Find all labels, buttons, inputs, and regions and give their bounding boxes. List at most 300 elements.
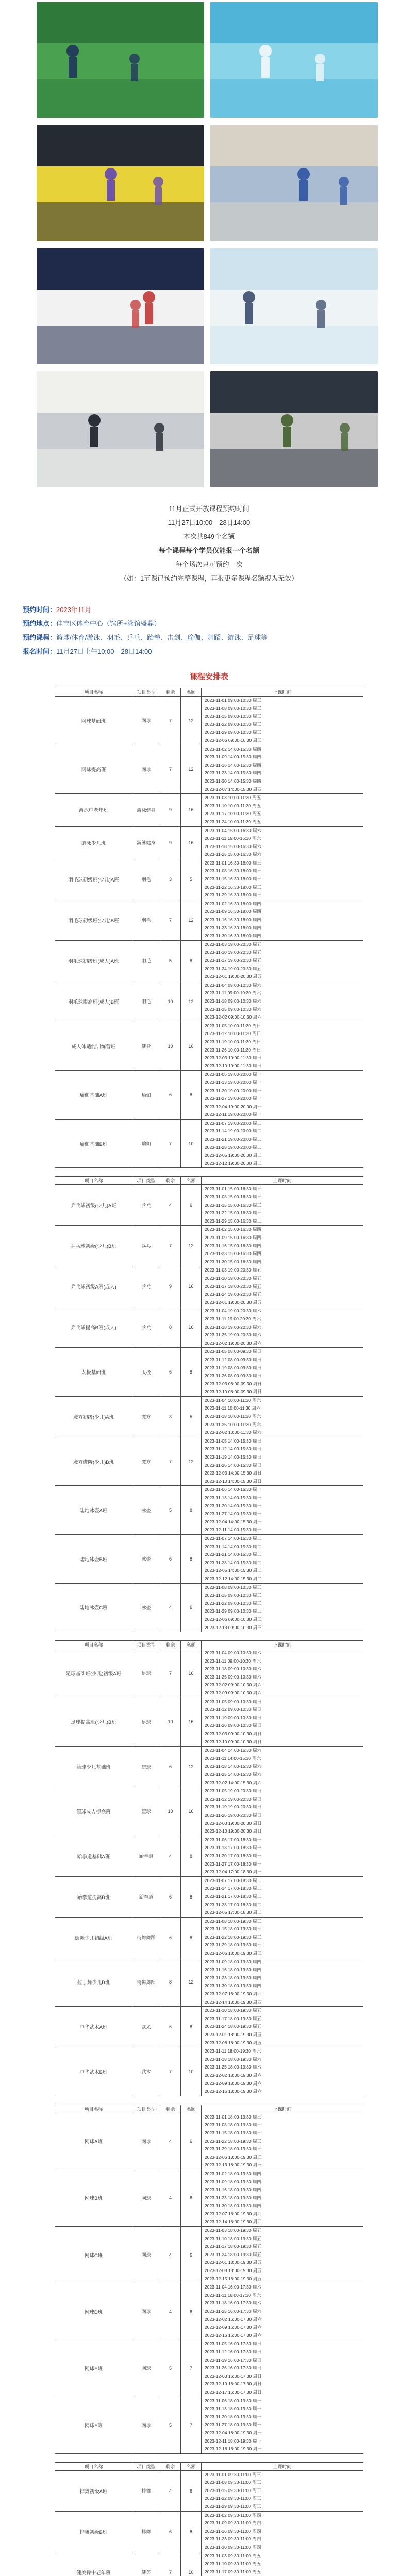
schedule-time-line: 2023-11-30 18:00-19:30 周四: [205, 1983, 261, 1989]
schedule-time-line: 2023-11-29 09:30-11:00 周三: [205, 2504, 261, 2510]
quota-cell: 8: [181, 1071, 202, 1120]
schedule-time-line: 2023-11-18 19:00-20:30 周六: [205, 1324, 261, 1330]
quota-cell: 12: [181, 697, 202, 745]
schedule-time-line: 2023-11-15 09:00-10:30 周三: [205, 714, 261, 719]
quota-cell: 16: [181, 1787, 202, 1836]
schedule-time-line: 2023-11-25 16:00-17:30 周六: [205, 2309, 261, 2314]
course-name-cell: 中华武术B班: [55, 2047, 132, 2096]
remaining-cell: 7: [160, 1226, 181, 1266]
table-header-row: [55, 2105, 363, 2113]
schedule-time-line: 2023-11-25 09:00-10:30 周六: [205, 1674, 261, 1680]
quota-cell: 10: [181, 2047, 202, 2096]
course-name-cell: 羽毛球提高班(成人)B班: [55, 981, 132, 1022]
schedule-time-line: 2023-12-03 08:00-09:30 周日: [205, 1381, 262, 1386]
intro-text: [0, 502, 418, 585]
remaining-cell: 6: [160, 1071, 181, 1120]
course-name-cell: 拉丁舞少儿B班: [55, 1958, 132, 2007]
table-row: [55, 1698, 363, 1747]
table-header-cell: 项目名称: [55, 688, 132, 697]
schedule-time-line: 2023-11-04 15:00-16:30 周六: [205, 827, 261, 833]
schedule-time-line: 2023-12-02 16:00-17:30 周六: [205, 2316, 262, 2322]
table-header-cell: 项目类型: [132, 688, 160, 697]
schedule-time-line: 2023-12-10 16:00-17:30 周日: [205, 2381, 262, 2387]
table-header-cell: 项目名称: [55, 1641, 132, 1649]
schedule-time-line: 2023-11-03 09:30-11:00 周五: [205, 2553, 261, 2558]
table-row: [55, 859, 363, 900]
course-type-cell: 跆拳道: [132, 1836, 160, 1876]
table-row: [55, 697, 363, 745]
course-type-cell: 冰壶: [132, 1534, 160, 1583]
schedule-time-line: 2023-12-10 08:00-09:30 周日: [205, 1389, 262, 1395]
course-name-cell: 瑜伽基础A班: [55, 1071, 132, 1120]
remaining-cell: 5: [160, 2397, 181, 2453]
intro-line-6: （如：1节课已预约完整课程，再报更多课程名额视为无效）: [120, 574, 298, 582]
schedule-time-line: 2023-11-22 16:30-18:00 周三: [205, 884, 261, 890]
course-name-cell: 足球提高班(少儿)B班: [55, 1698, 132, 1747]
schedule-time-line: 2023-12-02 19:00-20:30 周六: [205, 1340, 262, 1346]
schedule-times-cell: [202, 2552, 363, 2576]
quota-cell: 6: [181, 1185, 202, 1226]
schedule-time-line: 2023-11-03 18:00-19:30 周五: [205, 2228, 261, 2233]
schedule-time-line: 2023-11-11 14:00-15:30 周六: [205, 1755, 261, 1761]
table-gap: [0, 1632, 418, 1640]
table-header-cell: 名额: [181, 688, 202, 697]
course-name-cell: 陆地冰壶C班: [55, 1583, 132, 1632]
quota-cell: 6: [181, 2170, 202, 2226]
schedule-time-line: 2023-11-30 09:30-11:00 周四: [205, 2545, 261, 2550]
schedule-time-line: 2023-11-05 10:00-11:30 周日: [205, 1023, 261, 1028]
course-type-cell: 网球: [132, 697, 160, 745]
course-type-cell: 篮球: [132, 1747, 160, 1787]
schedule-time-line: 2023-11-25 18:00-19:30 周六: [205, 2064, 261, 2070]
schedule-time-line: 2023-11-09 18:00-19:30 周四: [205, 1959, 261, 1964]
schedule-time-line: 2023-11-26 09:00-10:30 周日: [205, 1723, 261, 1728]
course-name-cell: 网球基础班: [55, 697, 132, 745]
table-row: [55, 1649, 363, 1698]
table-row: [55, 2283, 363, 2340]
course-type-cell: 网球: [132, 745, 160, 794]
table-header-cell: 剩余: [160, 688, 181, 697]
quota-cell: 16: [181, 794, 202, 826]
table-gap: [0, 2454, 418, 2462]
schedule-time-line: 2023-11-24 18:00-19:30 周五: [205, 2251, 261, 2257]
schedule-time-line: 2023-12-07 18:00-19:30 周四: [205, 2211, 262, 2216]
course-type-cell: 网球: [132, 2340, 160, 2397]
schedule-time-line: 2023-12-02 09:00-10:30 周六: [205, 1014, 262, 1020]
schedule-time-line: 2023-11-16 16:30-18:00 周四: [205, 917, 261, 923]
schedule-times-cell: [202, 1022, 363, 1071]
schedule-time-line: 2023-12-12 19:00-20:00 周二: [205, 1160, 262, 1166]
schedule-time-line: 2023-12-06 18:00-19:30 周三: [205, 1951, 262, 1956]
course-name-cell: 陆地冰壶A班: [55, 1486, 132, 1535]
remaining-cell: 4: [160, 1583, 181, 1632]
quota-cell: 12: [181, 1437, 202, 1486]
table-row: [55, 1348, 363, 1397]
quota-cell: 16: [181, 826, 202, 859]
schedule-times-cell: [202, 2470, 363, 2511]
quota-cell: 16: [181, 1649, 202, 1698]
course-name-cell: 网球B班: [55, 2170, 132, 2226]
quota-cell: 7: [181, 2397, 202, 2453]
info-row-location: 预约地点：佳宝区体育中心（馆所+泳馆盛鼎）: [23, 620, 161, 628]
table-row: [55, 1836, 363, 1876]
table-row: [55, 1747, 363, 1787]
swimming-pool-photo: [210, 2, 378, 118]
quota-cell: 8: [181, 940, 202, 981]
table-row: [55, 794, 363, 826]
schedule-time-line: 2023-11-29 18:00-19:30 周三: [205, 1942, 261, 1948]
course-name-cell: 魔方初级(少儿)A班: [55, 1396, 132, 1437]
remaining-cell: 7: [160, 1119, 181, 1168]
schedule-time-line: 2023-11-22 09:00-10:30 周三: [205, 1600, 261, 1606]
schedule-time-line: 2023-11-19 08:00-09:30 周日: [205, 1365, 261, 1370]
schedule-time-line: 2023-12-05 14:00-15:30 周二: [205, 1568, 262, 1573]
quota-cell: 12: [181, 1226, 202, 1266]
schedule-time-line: 2023-12-08 18:00-19:30 周五: [205, 2268, 262, 2274]
schedule-times-cell: [202, 1649, 363, 1698]
schedule-time-line: 2023-11-23 16:30-18:00 周四: [205, 925, 261, 930]
schedule-time-line: 2023-11-10 18:00-19:30 周五: [205, 2008, 261, 2013]
quota-cell: 12: [181, 1958, 202, 2007]
remaining-cell: 6: [160, 2007, 181, 2047]
schedule-time-line: 2023-11-07 19:00-20:00 周二: [205, 1120, 261, 1126]
remaining-cell: 10: [160, 981, 181, 1022]
quota-cell: 8: [181, 2511, 202, 2552]
schedule-time-line: 2023-11-29 16:30-18:00 周三: [205, 892, 261, 898]
schedule-time-line: 2023-11-24 10:00-11:30 周五: [205, 819, 261, 824]
schedule-time-line: 2023-11-19 09:00-10:30 周日: [205, 1715, 261, 1720]
course-name-cell: 网球E班: [55, 2340, 132, 2397]
schedule-time-line: 2023-12-07 18:00-19:30 周四: [205, 1991, 262, 1997]
schedule-time-line: 2023-11-25 14:00-15:30 周六: [205, 1772, 261, 1777]
schedule-time-line: 2023-11-07 14:00-15:30 周二: [205, 1535, 261, 1541]
schedule-time-line: 2023-11-01 15:00-16:30 周三: [205, 1186, 261, 1192]
schedule-time-line: 2023-11-20 18:00-19:30 周一: [205, 2414, 261, 2419]
schedule-time-line: 2023-11-11 19:00-20:30 周六: [205, 1316, 261, 1321]
schedule-time-line: 2023-12-03 19:00-20:30 周日: [205, 1820, 262, 1826]
quota-cell: 6: [181, 2283, 202, 2340]
schedule-time-line: 2023-11-01 18:00-19:30 周三: [205, 2114, 261, 2120]
remaining-cell: 9: [160, 826, 181, 859]
course-type-cell: 网球: [132, 2227, 160, 2283]
course-name-cell: 羽毛球初级班(少儿)B班: [55, 900, 132, 940]
table-row: [55, 1583, 363, 1632]
schedule-time-line: 2023-11-05 08:00-09:30 周日: [205, 1349, 261, 1354]
info-row-time: 预约时间：2023年11月: [23, 606, 92, 614]
quota-cell: 8: [181, 1348, 202, 1397]
schedule-time-line: 2023-11-22 18:00-19:30 周三: [205, 2138, 261, 2144]
schedule-time-line: 2023-11-21 17:00-18:30 周二: [205, 1893, 261, 1899]
course-type-cell: 太极: [132, 1348, 160, 1397]
course-name-cell: 跆拳道基础A班: [55, 1836, 132, 1876]
schedule-table-title: 课程安排表: [189, 672, 228, 681]
remaining-cell: 5: [160, 1486, 181, 1535]
table-header-cell: 项目类型: [132, 2462, 160, 2470]
remaining-cell: 7: [160, 900, 181, 940]
course-name-cell: 排舞初级B班: [55, 2511, 132, 2552]
schedule-time-line: 2023-11-19 19:00-20:30 周日: [205, 1804, 261, 1810]
schedule-time-line: 2023-11-01 16:30-18:00 周三: [205, 860, 261, 866]
schedule-time-line: 2023-11-08 09:00-10:30 周三: [205, 1584, 261, 1590]
schedule-time-line: 2023-11-02 16:30-18:00 周四: [205, 901, 261, 906]
info-row-courses: 预约课程：篮球/体育/游泳、羽毛、乒乓、跆拳、击剑、瑜伽、舞蹈、游泳、足球等: [23, 634, 268, 641]
schedule-time-line: 2023-11-13 17:00-18:30 周一: [205, 1845, 261, 1851]
remaining-cell: 9: [160, 1266, 181, 1307]
table-header-cell: 上课时间: [202, 688, 363, 697]
course-name-cell: 网球D班: [55, 2283, 132, 2340]
schedule-time-line: 2023-11-27 18:00-19:30 周一: [205, 2422, 261, 2428]
dance-class-photo: [210, 248, 378, 364]
schedule-time-line: 2023-11-09 16:30-18:00 周四: [205, 909, 261, 914]
schedule-table: [55, 2105, 363, 2454]
schedule-time-line: 2023-11-18 14:00-15:30 周六: [205, 1764, 261, 1769]
schedule-time-line: 2023-11-27 19:00-20:00 周一: [205, 1096, 261, 1101]
schedule-time-line: 2023-11-29 09:00-10:30 周三: [205, 1608, 261, 1614]
remaining-cell: 6: [160, 1534, 181, 1583]
schedule-time-line: 2023-11-14 19:00-20:00 周二: [205, 1128, 261, 1134]
quota-cell: 12: [181, 745, 202, 794]
schedule-time-line: 2023-11-17 10:00-11:30 周五: [205, 811, 261, 817]
schedule-time-line: 2023-11-10 09:30-11:00 周五: [205, 2561, 261, 2567]
schedule-times-cell: [202, 2047, 363, 2096]
schedule-time-line: 2023-11-27 14:00-15:30 周一: [205, 1511, 261, 1517]
schedule-time-line: 2023-11-08 18:00-19:30 周三: [205, 1918, 261, 1924]
course-type-cell: 网球: [132, 2397, 160, 2453]
schedule-time-line: 2023-11-15 09:30-11:00 周三: [205, 2487, 261, 2493]
schedule-time-line: 2023-11-26 08:00-09:30 周日: [205, 1373, 261, 1379]
course-type-cell: 冰壶: [132, 1486, 160, 1535]
schedule-time-line: 2023-11-17 19:00-20:30 周五: [205, 1283, 261, 1289]
table-header-row: [55, 688, 363, 697]
table-header-cell: 名额: [181, 2462, 202, 2470]
schedule-time-line: 2023-11-13 18:00-19:30 周一: [205, 2406, 261, 2412]
schedule-time-line: 2023-12-04 18:00-19:30 周一: [205, 2430, 262, 2435]
quota-cell: 6: [181, 1583, 202, 1632]
schedule-time-line: 2023-11-26 10:00-11:30 周日: [205, 1047, 261, 1053]
schedule-time-line: 2023-11-25 09:00-10:30 周六: [205, 1006, 261, 1012]
schedule-time-line: 2023-12-03 09:00-10:30 周日: [205, 1731, 262, 1737]
table-row: [55, 2340, 363, 2397]
schedule-time-line: 2023-11-12 16:00-17:30 周日: [205, 2349, 261, 2354]
course-type-cell: 乒乓: [132, 1307, 160, 1348]
schedule-time-line: 2023-11-15 15:00-16:30 周三: [205, 1202, 261, 1208]
schedule-time-line: 2023-11-12 09:00-10:30 周日: [205, 1707, 261, 1713]
table-header-row: [55, 1177, 363, 1185]
course-type-cell: 羽毛: [132, 900, 160, 940]
schedule-time-line: 2023-11-10 18:00-19:30 周五: [205, 2235, 261, 2241]
table-header-cell: 剩余: [160, 1177, 181, 1185]
schedule-time-line: 2023-11-08 09:30-11:00 周三: [205, 2480, 261, 2485]
schedule-time-line: 2023-12-04 19:00-20:00 周一: [205, 1104, 262, 1109]
course-type-cell: 乒乓: [132, 1185, 160, 1226]
course-type-cell: 武术: [132, 2007, 160, 2047]
course-name-cell: 网球F班: [55, 2397, 132, 2453]
quota-cell: 8: [181, 2007, 202, 2047]
schedule-time-line: 2023-11-25 15:00-16:30 周六: [205, 852, 261, 857]
schedule-time-line: 2023-11-18 10:00-11:30 周六: [205, 1414, 261, 1419]
course-name-cell: 乒乓球初级(少儿)A班: [55, 1185, 132, 1226]
table-header-cell: 上课时间: [202, 1641, 363, 1649]
schedule-time-line: 2023-12-16 18:00-19:30 周六: [205, 2089, 262, 2094]
schedule-time-line: 2023-11-12 19:00-20:30 周日: [205, 1796, 261, 1802]
table-header-row: [55, 2462, 363, 2470]
schedule-time-line: 2023-12-10 10:00-11:30 周日: [205, 1063, 261, 1069]
table-row: [55, 1071, 363, 1120]
schedule-time-line: 2023-11-19 16:00-17:30 周日: [205, 2357, 261, 2363]
schedule-time-line: 2023-11-16 18:00-19:30 周四: [205, 2187, 261, 2193]
schedule-time-line: 2023-12-05 19:00-20:00 周二: [205, 1153, 262, 1158]
remaining-cell: 6: [160, 1747, 181, 1787]
schedule-time-line: 2023-11-10 19:00-20:30 周五: [205, 1275, 261, 1281]
schedule-time-line: 2023-11-11 09:00-10:30 周六: [205, 990, 261, 996]
table-header-cell: 项目类型: [132, 1177, 160, 1185]
schedule-time-line: 2023-12-05 17:00-18:30 周二: [205, 1910, 262, 1916]
schedule-time-line: 2023-11-20 17:00-18:30 周一: [205, 1853, 261, 1858]
schedule-time-line: 2023-11-11 15:00-16:30 周六: [205, 836, 261, 841]
remaining-cell: 5: [160, 2340, 181, 2397]
table-row: [55, 1396, 363, 1437]
course-type-cell: 瑜伽: [132, 1119, 160, 1168]
schedule-time-line: 2023-11-04 10:00-11:30 周六: [205, 1397, 261, 1403]
schedule-time-line: 2023-11-05 16:00-17:30 周日: [205, 2341, 261, 2347]
schedule-times-cell: [202, 794, 363, 826]
schedule-time-line: 2023-11-12 08:00-09:30 周日: [205, 1357, 261, 1362]
table-row: [55, 2397, 363, 2453]
table-header-cell: 项目类型: [132, 2105, 160, 2113]
schedule-times-cell: [202, 940, 363, 981]
schedule-time-line: 2023-11-15 18:00-19:30 周三: [205, 2130, 261, 2136]
schedule-times-cell: [202, 826, 363, 859]
remaining-cell: 3: [160, 859, 181, 900]
schedule-times-cell: [202, 1348, 363, 1397]
course-type-cell: 瑜伽: [132, 1071, 160, 1120]
schedule-times-cell: [202, 1486, 363, 1535]
schedule-time-line: 2023-11-21 19:00-20:00 周二: [205, 1137, 261, 1142]
ceremony-photo: [210, 371, 378, 487]
course-type-cell: 跆拳道: [132, 1876, 160, 1917]
schedule-time-line: 2023-12-01 18:00-19:30 周五: [205, 2260, 262, 2265]
table-row: [55, 1534, 363, 1583]
course-type-cell: 羽毛: [132, 859, 160, 900]
course-type-cell: 游泳健身: [132, 826, 160, 859]
schedule-time-line: 2023-11-10 10:00-11:30 周五: [205, 803, 261, 808]
course-type-cell: 羽毛: [132, 940, 160, 981]
schedule-time-line: 2023-11-05 19:00-20:30 周日: [205, 1788, 261, 1794]
course-name-cell: 跆拳道提高B班: [55, 1876, 132, 1917]
schedule-time-line: 2023-11-16 09:30-11:00 周四: [205, 2528, 261, 2534]
table-header-cell: 上课时间: [202, 1177, 363, 1185]
remaining-cell: 6: [160, 1917, 181, 1958]
schedule-time-line: 2023-11-27 17:00-18:30 周一: [205, 1861, 261, 1867]
table-row: [55, 1266, 363, 1307]
course-name-cell: 网球提高班: [55, 745, 132, 794]
schedule-time-line: 2023-11-26 14:00-15:30 周日: [205, 1462, 261, 1468]
schedule-table: [55, 1640, 363, 2096]
schedule-time-line: 2023-12-06 18:00-19:30 周三: [205, 2154, 262, 2160]
schedule-times-cell: [202, 1836, 363, 1876]
schedule-times-cell: [202, 1185, 363, 1226]
schedule-time-line: 2023-11-02 18:00-19:30 周四: [205, 2171, 261, 2176]
info-row-signup-time: 报名时间：11月27日上午10:00—28日14:00: [23, 648, 152, 655]
table-row: [55, 826, 363, 859]
schedule-time-line: 2023-12-04 14:00-15:30 周一: [205, 1519, 262, 1524]
schedule-time-line: 2023-11-24 18:00-19:30 周五: [205, 2024, 261, 2029]
course-type-cell: 足球: [132, 1649, 160, 1698]
schedule-time-line: 2023-11-22 09:30-11:00 周三: [205, 2496, 261, 2501]
schedule-time-line: 2023-11-17 19:00-20:30 周五: [205, 958, 261, 963]
course-type-cell: 街舞舞蹈: [132, 1958, 160, 2007]
schedule-time-line: 2023-12-09 09:00-10:30 周六: [205, 1690, 262, 1696]
schedule-times-cell: [202, 981, 363, 1022]
schedule-time-line: 2023-11-04 09:00-10:30 周六: [205, 982, 261, 988]
schedule-time-line: 2023-11-12 14:00-15:30 周日: [205, 1446, 261, 1452]
schedule-times-cell: [202, 2227, 363, 2283]
schedule-times-cell: [202, 697, 363, 745]
remaining-cell: 4: [160, 2170, 181, 2226]
schedule-time-line: 2023-12-14 18:00-19:30 周四: [205, 1999, 262, 2005]
schedule-time-line: 2023-12-15 18:00-19:30 周五: [205, 2276, 262, 2281]
table-header-cell: 上课时间: [202, 2462, 363, 2470]
schedule-time-line: 2023-12-18 18:00-19:30 周一: [205, 2446, 262, 2452]
remaining-cell: 10: [160, 1022, 181, 1071]
schedule-time-line: 2023-11-06 17:00-18:30 周一: [205, 1837, 261, 1842]
schedule-time-line: 2023-11-18 09:00-10:30 周六: [205, 1666, 261, 1672]
course-name-cell: 网球A班: [55, 2113, 132, 2170]
table-row: [55, 1437, 363, 1486]
schedule-time-line: 2023-11-29 09:00-10:30 周三: [205, 730, 261, 735]
remaining-cell: 10: [160, 1787, 181, 1836]
course-type-cell: 排舞: [132, 2511, 160, 2552]
schedule-time-line: 2023-12-12 14:00-15:30 周二: [205, 1575, 262, 1581]
schedule-time-line: 2023-12-02 09:00-10:30 周六: [205, 1682, 262, 1688]
course-type-cell: 街舞舞蹈: [132, 1917, 160, 1958]
schedule-time-line: 2023-12-14 18:00-19:30 周四: [205, 2219, 262, 2225]
schedule-time-line: 2023-11-22 18:00-19:30 周三: [205, 1934, 261, 1940]
table-row: [55, 745, 363, 794]
table-row: [55, 1307, 363, 1348]
remaining-cell: 4: [160, 2470, 181, 2511]
schedule-time-line: 2023-12-01 18:00-19:30 周五: [205, 2032, 262, 2037]
intro-line-4: 每个课程每个学员仅能报一个名额: [158, 547, 259, 554]
schedule-tables: [0, 688, 418, 2576]
schedule-time-line: 2023-11-30 14:00-15:30 周四: [205, 778, 261, 784]
schedule-time-line: 2023-11-17 18:00-19:30 周五: [205, 2244, 261, 2249]
schedule-time-line: 2023-11-16 18:00-19:30 周四: [205, 1967, 261, 1973]
table-row: [55, 2170, 363, 2226]
course-type-cell: 冰壶: [132, 1583, 160, 1632]
remaining-cell: 6: [160, 1348, 181, 1397]
schedule-time-line: 2023-12-17 16:00-17:30 周日: [205, 2389, 262, 2395]
course-name-cell: 街舞少儿初级A班: [55, 1917, 132, 1958]
schedule-time-line: 2023-11-16 15:00-16:30 周四: [205, 1243, 261, 1248]
schedule-times-cell: [202, 2397, 363, 2453]
course-name-cell: 排舞初级A班: [55, 2470, 132, 2511]
remaining-cell: 10: [160, 1698, 181, 1747]
schedule-table: [55, 2462, 363, 2576]
schedule-time-line: 2023-11-24 19:00-20:30 周五: [205, 1292, 261, 1297]
schedule-time-line: 2023-12-10 09:00-10:30 周日: [205, 1739, 262, 1744]
schedule-time-line: 2023-11-20 19:00-20:00 周一: [205, 1088, 261, 1093]
schedule-time-line: 2023-11-15 18:00-19:30 周三: [205, 1926, 261, 1932]
schedule-time-line: 2023-11-05 09:00-10:30 周日: [205, 1699, 261, 1704]
schedule-times-cell: [202, 2170, 363, 2226]
schedule-time-line: 2023-11-28 14:00-15:30 周二: [205, 1560, 261, 1565]
schedule-time-line: 2023-12-10 19:00-20:30 周日: [205, 1828, 262, 1834]
info-section: [23, 603, 418, 658]
schedule-time-line: 2023-11-02 14:00-15:30 周四: [205, 746, 261, 752]
remaining-cell: 7: [160, 745, 181, 794]
schedule-time-line: 2023-11-07 17:00-18:30 周二: [205, 1877, 261, 1883]
